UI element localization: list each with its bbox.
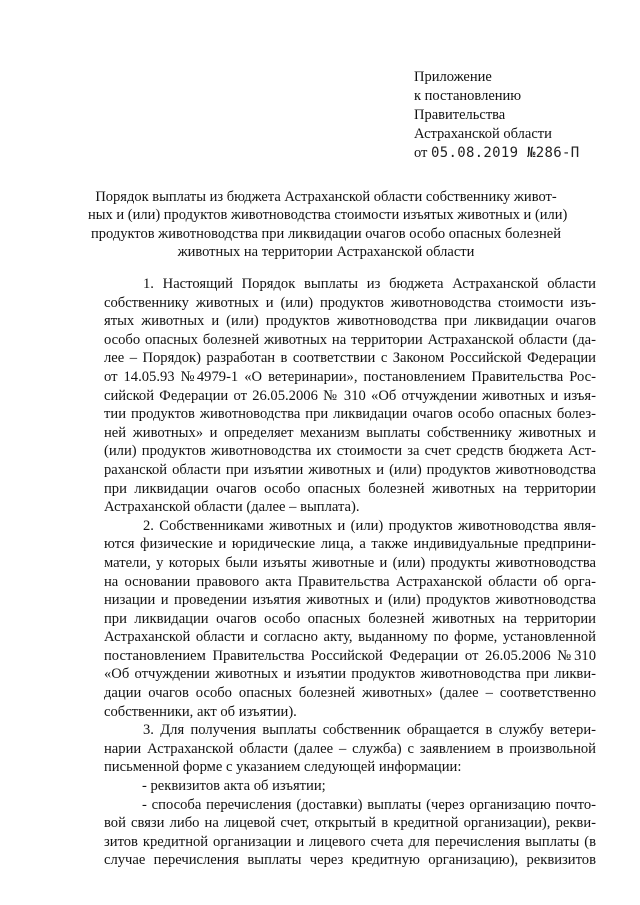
list-item-line: вой связи либо на лицевой счет, открытый в кредитной организации), рекви-: [104, 815, 596, 832]
document-body: [104, 275, 596, 870]
paragraph-2-line: собственники, акт об изъятии).: [104, 703, 297, 720]
appendix-date-line: [414, 144, 579, 163]
paragraph-2-line: ются физические и юридические лица, а также индивидуальные предприни-: [104, 536, 596, 553]
title-line: Порядок выплаты из бюджета Астраханской области собственнику живот-: [95, 189, 557, 205]
paragraph-1-line: 1. Настоящий Порядок выплаты из бюджета Астраханской области: [143, 276, 596, 292]
paragraph-1-line: тии продуктов животноводства при ликвидации очагов особо опасных болез-: [104, 406, 596, 423]
appendix-line-4: Астраханской области: [414, 126, 552, 142]
list-item-line: зитов кредитной организации и лицевого счета для перечисления выплаты (в: [104, 833, 596, 850]
paragraph-2-line: постановлением Правительства Российской Федерации от 26.05.2006 №310: [104, 647, 596, 664]
list-item-line: - способа перечисления (доставки) выплаты (через организацию почто-: [142, 796, 596, 813]
paragraph-1-line: раханской области при изъятии животных и (или) продуктов животноводства: [104, 461, 596, 478]
paragraph-2-line: на основании правового акта Правительства Астраханской области об орга-: [104, 573, 596, 590]
list-item-line: - реквизитов акта об изъятии;: [142, 778, 326, 795]
paragraph-1-line: (или) продуктов животноводства их стоимости за счет средств бюджета Аст-: [104, 443, 596, 460]
paragraph-1-line: особо опасных болезней животных на территории Астраханской области (да-: [104, 331, 596, 348]
paragraph-2-line: «Об отчуждении животных и изъятии продуктов животноводства при ликви-: [104, 666, 596, 683]
appendix-date-stamp: 05.08.2019 №286-П: [431, 145, 580, 161]
paragraph-2-line: 2. Собственниками животных и (или) продуктов животноводства явля-: [143, 517, 596, 534]
paragraph-1-line: ней животных» и определяет механизм выплаты собственнику животных и: [104, 424, 596, 441]
paragraph-1-line: при ликвидации очагов особо опасных болезней животных на территории: [104, 480, 596, 497]
list-item-line: случае перечисления выплаты через кредитную организацию), реквизитов: [104, 852, 596, 869]
paragraph-2-line: матели, у которых были изъяты животные и (или) продукты животноводства: [104, 554, 596, 571]
paragraph-2-line: низации и проведении изъятия животных и (или) продуктов животноводства: [104, 592, 596, 609]
appendix-line-3: Правительства: [414, 107, 506, 123]
paragraph-1-line: собственнику животных и (или) продуктов животноводства стоимости изъ-: [104, 294, 596, 311]
paragraph-1-line: от 14.05.93 №4979-1 «О ветеринарии», постановлением Правительства Рос-: [104, 368, 596, 385]
appendix-block: [414, 68, 579, 163]
paragraph-3-line: нарии Астраханской области (далее – служба) с заявлением в произвольной: [104, 740, 596, 757]
title-line: ных и (или) продуктов животноводства стоимости изъятых животных и (или): [88, 207, 568, 224]
paragraph-2-line: дации очагов особо опасных болезней животных» (далее – соответственно: [104, 685, 596, 702]
appendix-line-2: к постановлению: [414, 88, 522, 104]
title-line: животных на территории Астраханской области: [177, 244, 475, 261]
paragraph-2-line: Астраханской области и согласно акту, выданному по форме, установленной: [104, 629, 596, 646]
paragraph-1-line: сийской Федерации от 26.05.2006 № 310 «Об отчуждении животных и изъя-: [104, 387, 596, 404]
paragraph-1-line: Астраханской области (далее – выплата).: [104, 499, 360, 516]
title-line: продуктов животноводства при ликвидации очагов особо опасных болезней: [90, 225, 561, 242]
appendix-date-prefix: от: [414, 145, 428, 161]
paragraph-3-line: письменной форме с указанием следующей информации:: [104, 759, 462, 776]
paragraph-1-line: лее – Порядок) разработан в соответствии с Законом Российской Федерации: [104, 350, 596, 367]
appendix-line-1: Приложение: [414, 69, 492, 85]
paragraph-3-line: 3. Для получения выплаты собственник обращается в службу ветери-: [143, 722, 596, 739]
document-title: [88, 188, 568, 262]
paragraph-2-line: при ликвидации очагов особо опасных болезней животных на территории: [104, 610, 596, 627]
paragraph-1-line: ятых животных и (или) продуктов животноводства при ликвидации очагов: [104, 313, 596, 330]
